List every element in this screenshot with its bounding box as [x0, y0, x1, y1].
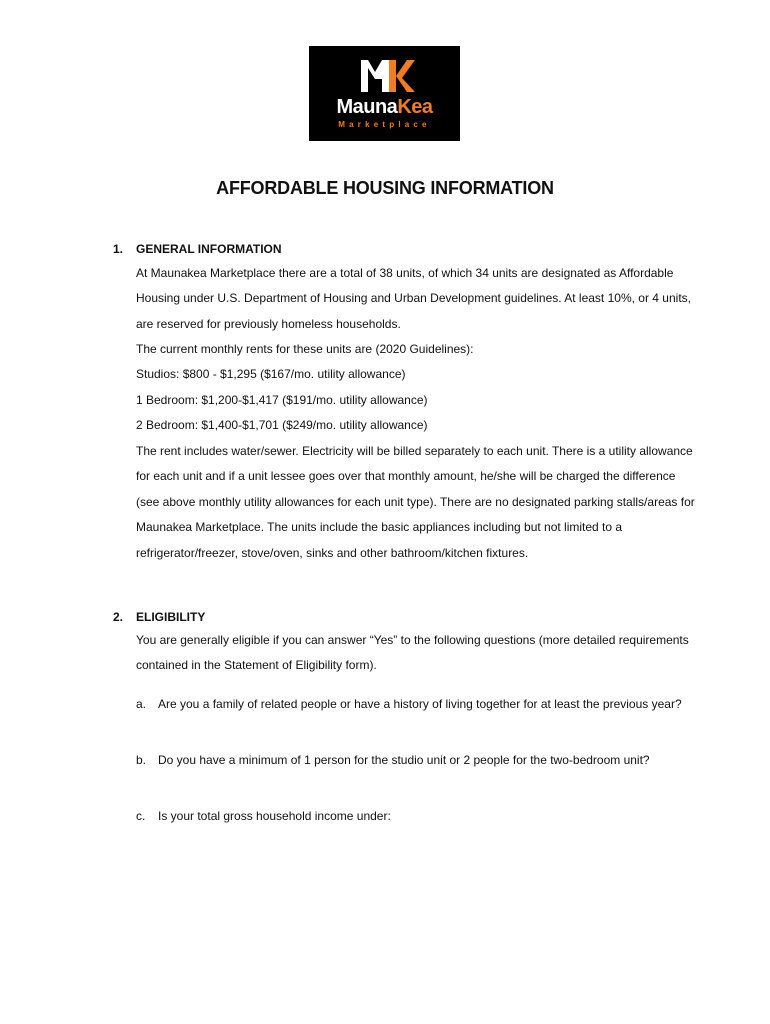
section-1-intro: At Maunakea Marketplace there are a total of 38 units, of which 34 units are designated as Affordable Housing under U.S. Department of Housing and Urban Development guidelines. At least 10%, or 4 units, are reserved for previously homeless households.	[136, 266, 691, 331]
section-1-number: 1.	[113, 242, 124, 256]
document-title: AFFORDABLE HOUSING INFORMATION	[216, 178, 554, 198]
rent-1-bedroom: 1 Bedroom: $1,200-$1,417 ($191/mo. utility allowance)	[136, 392, 428, 407]
rent-list	[136, 337, 696, 439]
logo-word-mauna: Mauna	[336, 96, 398, 118]
section-2-intro: You are generally eligible if you can answer “Yes” to the following questions (more detailed requirements contained in the Statement of Eligibility form).	[136, 633, 689, 673]
mauna-kea-marketplace-logo	[309, 46, 460, 141]
section-2-heading: ELIGIBILITY	[136, 610, 206, 624]
question-a-text: Are you a family of related people or have a history of living together for at least the previous year?	[158, 697, 682, 711]
rent-studio: Studios: $800 - $1,295 ($167/mo. utility allowance)	[136, 367, 406, 382]
logo-wordmark	[309, 96, 460, 118]
rent-2-bedroom: 2 Bedroom: $1,400-$1,701 ($249/mo. utility allowance)	[136, 418, 428, 433]
section-2-number: 2.	[113, 610, 124, 624]
section-1-details: The rent includes water/sewer. Electricity will be billed separately to each unit. There is a utility allowance for each unit and if a unit lessee goes over that monthly amount, he/she will be charged the difference (see above monthly utility allowances for each unit type). There are no designated parking stalls/areas for Maunakea Marketplace. The units include the basic appliances including but not limited to a refrigerator/freezer, stove/oven, sinks and other bathroom/kitchen fixtures.	[136, 444, 695, 560]
question-b-text: Do you have a minimum of 1 person for the studio unit or 2 people for the two-bedroom unit?	[158, 753, 650, 767]
section-1-heading: GENERAL INFORMATION	[136, 242, 282, 256]
question-b-letter: b.	[136, 753, 147, 767]
logo-subtitle: Marketplace	[338, 120, 431, 129]
logo-word-kea: Kea	[397, 96, 433, 118]
question-a-letter: a.	[136, 697, 147, 711]
question-c-letter: c.	[136, 809, 146, 823]
rent-heading: The current monthly rents for these units are (2020 Guidelines):	[136, 342, 474, 356]
question-c-text: Is your total gross household income under:	[158, 809, 391, 823]
